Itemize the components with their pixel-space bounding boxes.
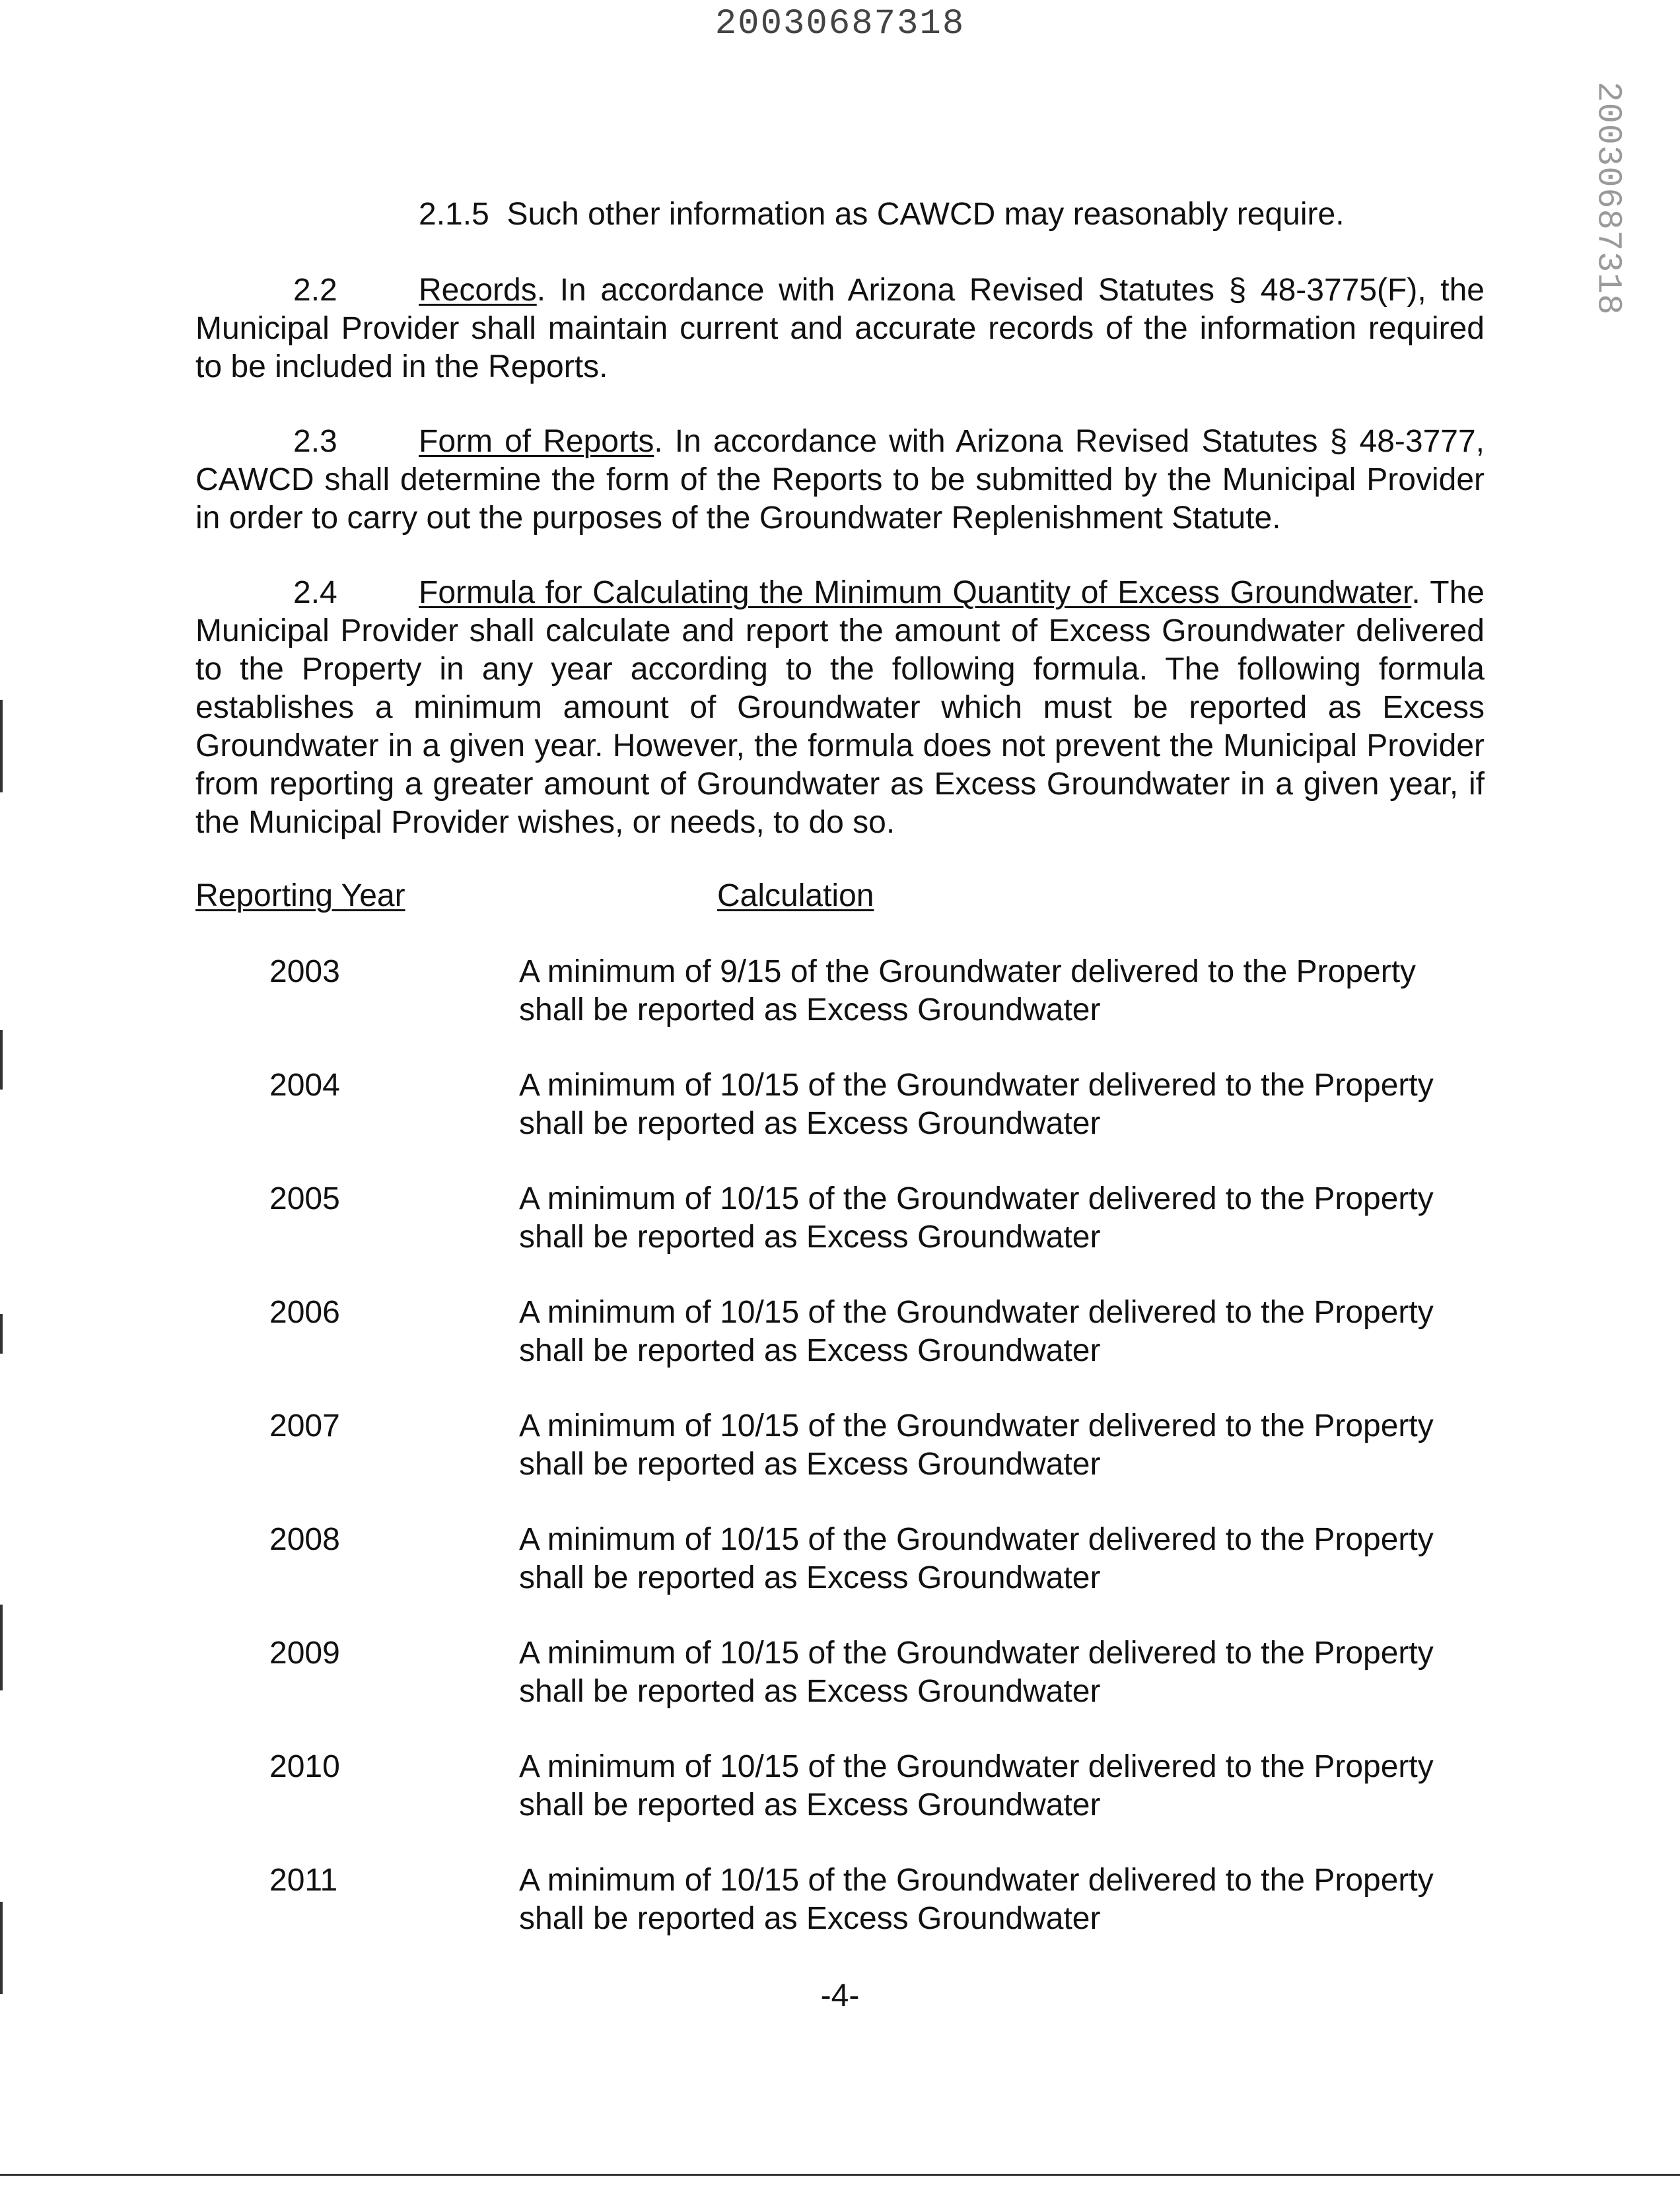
section-2-3-heading: Form of Reports	[419, 424, 654, 459]
section-2-2-paragraph	[195, 271, 1485, 386]
table-row-year: 2006	[269, 1295, 340, 1330]
table-row-calculation: A minimum of 10/15 of the Groundwater delivered to the Property shall be reported as Excess Groundwater	[519, 1522, 1434, 1595]
table-row-year: 2003	[269, 954, 340, 989]
scan-edge-mark	[0, 1030, 3, 1090]
table-header-reporting-year: Reporting Year	[195, 878, 405, 913]
table-row-calculation: A minimum of 10/15 of the Groundwater delivered to the Property shall be reported as Excess Groundwater	[519, 1408, 1434, 1482]
table-row-calculation: A minimum of 10/15 of the Groundwater delivered to the Property shall be reported as Excess Groundwater	[519, 1181, 1434, 1255]
table-row-year: 2005	[269, 1181, 340, 1216]
section-2-4-paragraph	[195, 574, 1485, 842]
section-2-1-5	[419, 195, 1345, 234]
scan-edge-mark	[0, 1605, 3, 1690]
table-row-calculation: A minimum of 10/15 of the Groundwater delivered to the Property shall be reported as Excess Groundwater	[519, 1749, 1434, 1822]
table-row-year: 2011	[269, 1863, 338, 1898]
section-2-2-text: . In accordance with Arizona Revised Statutes § 48-3775(F), the Municipal Provider shall maintain current and accurate records of the information required to be included in the Reports.	[195, 273, 1485, 384]
table-row-calculation: A minimum of 9/15 of the Groundwater delivered to the Property shall be reported as Excess Groundwater	[519, 954, 1417, 1027]
section-2-4-heading: Formula for Calculating the Minimum Quantity of Excess Groundwater	[419, 575, 1412, 610]
side-recording-stamp	[1578, 81, 1638, 316]
section-2-3-paragraph	[195, 423, 1485, 538]
section-2-4-text: . The Municipal Provider shall calculate and report the amount of Excess Groundwater delivered to the Property in any year according to the following formula. The following formula establishes a minimum amount of Groundwater which must be reported as Excess Groundwater in a given year. However, the formula does not prevent the Municipal Provider from reporting a greater amount of Groundwater as Excess Groundwater in a given year, if the Municipal Provider wishes, or needs, to do so.	[195, 575, 1485, 840]
table-row-year: 2004	[269, 1068, 340, 1103]
table-row-calculation: A minimum of 10/15 of the Groundwater delivered to the Property shall be reported as Excess Groundwater	[519, 1068, 1434, 1141]
section-2-2-number: 2.2	[293, 273, 337, 308]
page-number: -4-	[820, 1978, 860, 2013]
section-2-4-number: 2.4	[293, 575, 337, 610]
scan-edge-mark	[0, 1902, 3, 1994]
scan-bottom-line	[0, 2174, 1680, 2176]
section-2-2-heading: Records	[419, 273, 537, 308]
table-row-calculation: A minimum of 10/15 of the Groundwater delivered to the Property shall be reported as Excess Groundwater	[519, 1295, 1434, 1368]
table-row-year: 2010	[269, 1749, 340, 1784]
table-row-year: 2009	[269, 1636, 340, 1671]
scan-edge-mark	[0, 700, 3, 792]
section-2-1-5-text: Such other information as CAWCD may reasonably require.	[507, 197, 1345, 232]
table-row-year: 2007	[269, 1408, 340, 1443]
section-2-3-text: . In accordance with Arizona Revised Statutes § 48-3777, CAWCD shall determine the form of the Reports to be submitted by the Municipal Provider in order to carry out the purposes of the Groundwater Replenishment Statute.	[195, 424, 1485, 536]
side-stamp-text: 20030687318	[1588, 81, 1628, 316]
table-row-calculation: A minimum of 10/15 of the Groundwater delivered to the Property shall be reported as Excess Groundwater	[519, 1636, 1434, 1709]
section-2-1-5-number: 2.1.5	[419, 197, 489, 232]
table-row-year: 2008	[269, 1522, 340, 1557]
table-row-calculation: A minimum of 10/15 of the Groundwater delivered to the Property shall be reported as Excess Groundwater	[519, 1863, 1434, 1936]
table-header-calculation: Calculation	[717, 878, 874, 913]
scan-edge-mark	[0, 1314, 3, 1354]
document-number-header: 20030687318	[715, 4, 965, 44]
section-2-3-number: 2.3	[293, 424, 337, 459]
